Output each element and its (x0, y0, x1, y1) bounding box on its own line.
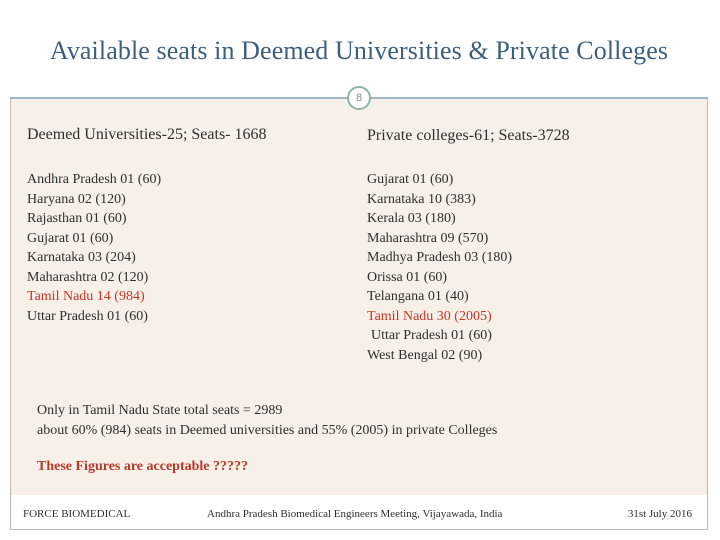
deemed-list (27, 170, 161, 326)
footer-date: 31st July 2016 (627, 508, 692, 520)
slide-footer (11, 495, 707, 529)
private-heading: Private colleges-61; Seats-3728 (367, 127, 570, 144)
slide-number-badge: 8 (347, 86, 371, 110)
list-item: Karnataka 03 (204) (27, 250, 136, 265)
footer-event: Andhra Pradesh Biomedical Engineers Meeting, Vijayawada, India (207, 508, 503, 520)
footer-organization: FORCE BIOMEDICAL (23, 508, 131, 520)
list-item: West Bengal 02 (90) (367, 347, 483, 363)
deemed-heading: Deemed Universities-25; Seats- 1668 (27, 126, 267, 143)
summary-line-2: about 60% (984) seats in Deemed universities and 55% (2005) in private Colleges (37, 422, 498, 438)
list-item: Madhya Pradesh 03 (180) (367, 250, 513, 265)
list-item: Uttar Pradesh 01 (60) (371, 328, 492, 343)
title-area (10, 10, 708, 98)
list-item: Maharashtra 09 (570) (367, 230, 489, 246)
list-item: Andhra Pradesh 01 (60) (27, 172, 162, 187)
list-item-highlight: Tamil Nadu 30 (2005) (367, 308, 492, 324)
list-item: Rajasthan 01 (60) (27, 211, 127, 226)
list-item: Uttar Pradesh 01 (60) (27, 308, 148, 324)
slide-title: Available seats in Deemed Universities & Private Colleges (49, 36, 669, 65)
list-item: Karnataka 10 (383) (367, 191, 476, 207)
list-item: Telangana 01 (40) (367, 289, 469, 304)
private-list (367, 170, 512, 365)
list-item: Orissa 01 (60) (367, 269, 448, 285)
list-item: Maharashtra 02 (120) (27, 269, 149, 285)
list-item: Kerala 03 (180) (367, 211, 456, 226)
summary-note (37, 401, 497, 440)
list-item-highlight: Tamil Nadu 14 (984) (27, 289, 145, 304)
summary-line-1: Only in Tamil Nadu State total seats = 2989 (37, 403, 283, 418)
list-item: Gujarat 01 (60) (367, 172, 454, 187)
list-item: Haryana 02 (120) (27, 191, 126, 207)
list-item: Gujarat 01 (60) (27, 230, 114, 246)
acceptable-question: These Figures are acceptable ????? (37, 459, 249, 474)
